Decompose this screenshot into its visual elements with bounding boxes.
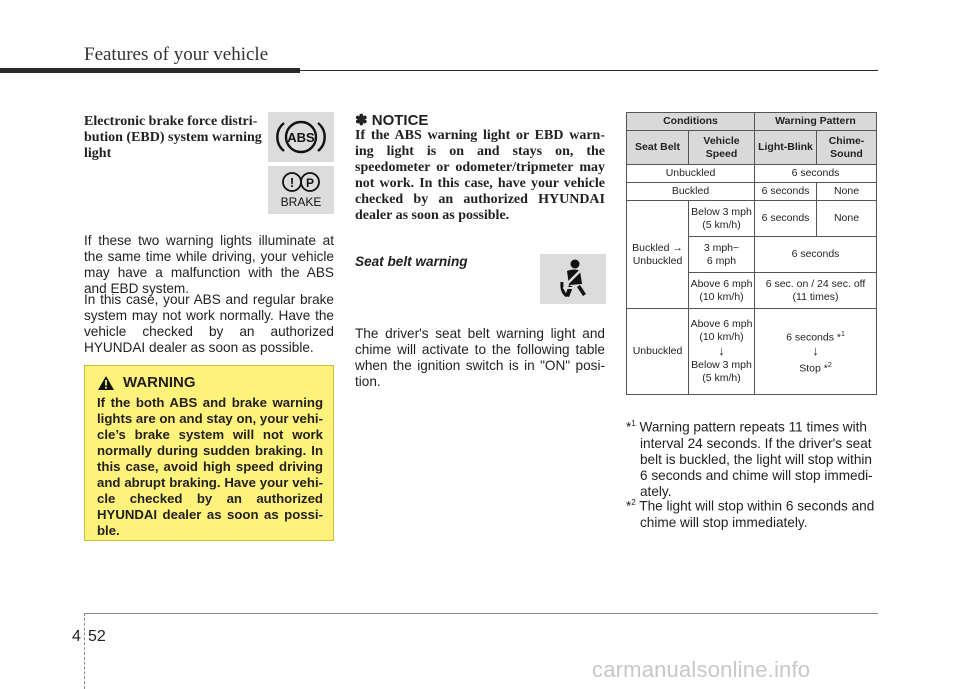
table-row	[627, 165, 877, 183]
page-number: 52	[88, 628, 106, 645]
ebd-section-title: Electronic brake force distri-bution (EBD) system warning light	[84, 114, 262, 161]
warning-header	[97, 374, 323, 391]
svg-text:BRAKE: BRAKE	[280, 195, 322, 209]
table-header-seat-belt: Seat Belt	[627, 131, 689, 165]
svg-text:!: !	[289, 175, 295, 190]
table-row	[627, 201, 877, 237]
warning-triangle-icon	[97, 375, 115, 391]
svg-text:P: P	[305, 176, 315, 190]
table-cell: Below 3 mph (5 km/h)	[689, 201, 755, 237]
watermark: carmanualsonline.info	[592, 657, 811, 682]
seat-belt-warning-table	[626, 112, 877, 395]
table-cell: Unbuckled	[627, 309, 689, 395]
table-cell: 3 mph~ 6 mph	[689, 237, 755, 273]
table-cell: None	[817, 201, 877, 237]
footnote-2: *$^2$ The light will stop within 6 seconds and chime will stop immediately.	[626, 498, 875, 530]
footer-vertical-rule	[84, 613, 85, 689]
header-bar	[0, 68, 300, 73]
table-row	[627, 131, 877, 165]
ebd-paragraph-1: If these two warning lights illuminate at the same time while driving, your vehicle may have a malfunction with the ABS and EBD system.	[84, 233, 334, 296]
table-cell: 6 seconds	[755, 165, 877, 183]
table-header-conditions: Conditions	[627, 113, 755, 131]
table-cell: Buckled	[627, 183, 755, 201]
table-cell: 6 seconds *$^1$ ↓ Stop *$^2$	[755, 309, 877, 395]
notice-text: If the ABS warning light or EBD warn-ing light is on and stays on, the speedometer or odometer/tripmeter may not work. In this case, have your vehicle checked by an authorized HYUNDAI dealer as soon as possible.	[355, 128, 605, 223]
table-cell: 6 seconds	[755, 183, 817, 201]
seat-belt-paragraph: The driver's seat belt warning light and chime will activate to the following table when the ignition switch is in "ON" posi-tion.	[355, 326, 605, 389]
table-cell: 6 sec. on / 24 sec. off (11 times)	[755, 273, 877, 309]
svg-text:ABS: ABS	[287, 130, 315, 145]
table-header-light-blink: Light-Blink	[755, 131, 817, 165]
table-header-chime-sound: Chime- Sound	[817, 131, 877, 165]
table-cell: Unbuckled	[627, 165, 755, 183]
footnote-1: *$^1$ Warning pattern repeats 11 times with interval 24 seconds. If the driver's seat belt is buckled, the light will stop within 6 seconds and chime will stop immedi-ately.	[626, 419, 873, 499]
table-row	[627, 309, 877, 395]
warning-text: If the both ABS and brake warning lights are on and stay on, your vehi-cle’s brake system will not work normally during sudden braking. In this case, avoid high speed driving and abrupt braking. Have your vehi-cle checked by an authorized HYUNDAI dealer as soon as possi-ble.	[97, 395, 323, 538]
header-rule	[300, 70, 878, 71]
table-cell: 6 seconds	[755, 237, 877, 273]
footer-rule	[84, 613, 878, 614]
page-header-title: Features of your vehicle	[84, 44, 269, 65]
table-cell: 6 seconds	[755, 201, 817, 237]
brake-warning-icon	[268, 166, 334, 214]
table-header-vehicle-speed: Vehicle Speed	[689, 131, 755, 165]
table-row	[627, 183, 877, 201]
warning-title: WARNING	[123, 374, 196, 391]
table-cell: Above 6 mph (10 km/h)	[689, 273, 755, 309]
chapter-number: 4	[72, 628, 81, 645]
abs-warning-icon	[268, 112, 334, 162]
seat-belt-icon	[540, 254, 606, 304]
notice-title: ✽ NOTICE	[355, 112, 429, 129]
ebd-paragraph-2: In this case, your ABS and regular brake system may not work normally. Have the vehicle checked by an authorized HYUNDAI dealer as soon as possible.	[84, 292, 334, 355]
table-cell: Buckled → Unbuckled	[627, 201, 689, 309]
table-row	[627, 113, 877, 131]
table-cell: None	[817, 183, 877, 201]
table-header-warning-pattern: Warning Pattern	[755, 113, 877, 131]
table-cell: Above 6 mph (10 km/h) ↓ Below 3 mph (5 km/h)	[689, 309, 755, 395]
warning-box	[84, 365, 334, 541]
seat-belt-warning-title: Seat belt warning	[355, 254, 468, 269]
